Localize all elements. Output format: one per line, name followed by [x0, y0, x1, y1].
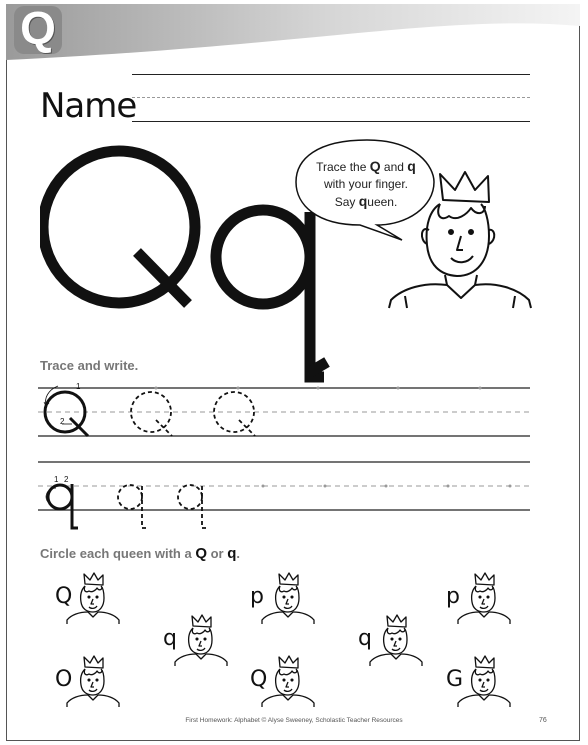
queen-letter: Q	[55, 584, 73, 609]
queen-icon	[173, 614, 229, 671]
stroke-number: 1	[76, 382, 81, 391]
queen-icon	[260, 572, 316, 629]
queen-letter: p	[250, 584, 264, 609]
queen-illustration	[385, 170, 535, 310]
footer-credit: First Homework: Alphabet © Alyse Sweeney, Scholastic Teacher Resources	[185, 717, 403, 724]
queen-letter: O	[55, 667, 73, 692]
queen-item[interactable]	[446, 572, 512, 626]
queen-letter: G	[446, 667, 464, 692]
queen-item[interactable]	[163, 614, 229, 668]
queen-icon	[65, 655, 121, 712]
queen-letter: p	[446, 584, 460, 609]
queen-letter: q	[163, 626, 177, 651]
queen-item[interactable]	[250, 572, 316, 626]
trace-row-lowercase	[38, 456, 532, 532]
header-band	[6, 4, 580, 62]
queen-item[interactable]	[55, 572, 121, 626]
name-label: Name	[40, 86, 137, 126]
queen-item[interactable]	[446, 655, 512, 709]
stroke-number: 2	[64, 475, 69, 484]
trace-row-uppercase	[38, 380, 532, 440]
queen-item[interactable]	[55, 655, 121, 709]
trace-section-label: Trace and write.	[40, 358, 139, 373]
badge-letter: Q	[20, 2, 56, 54]
queen-icon	[456, 655, 512, 712]
circle-section-label: Circle each queen with a Q or q.	[40, 545, 241, 562]
queen-item[interactable]	[250, 655, 316, 709]
queen-icon	[456, 572, 512, 629]
page-number: 76	[539, 717, 547, 724]
queen-icon	[65, 572, 121, 629]
queen-icon	[368, 614, 424, 671]
name-top-line	[132, 74, 530, 75]
queen-item[interactable]	[358, 614, 424, 668]
stroke-number: 2	[60, 417, 65, 426]
speech-bubble-text: Trace the Q and q with your finger. Say queen.	[316, 158, 416, 209]
queen-letter: q	[358, 626, 372, 651]
name-mid-dashline	[132, 97, 530, 98]
queen-icon	[260, 655, 316, 712]
name-base-line	[132, 121, 530, 122]
queen-letter: Q	[250, 667, 268, 692]
stroke-number: 1	[54, 475, 59, 484]
